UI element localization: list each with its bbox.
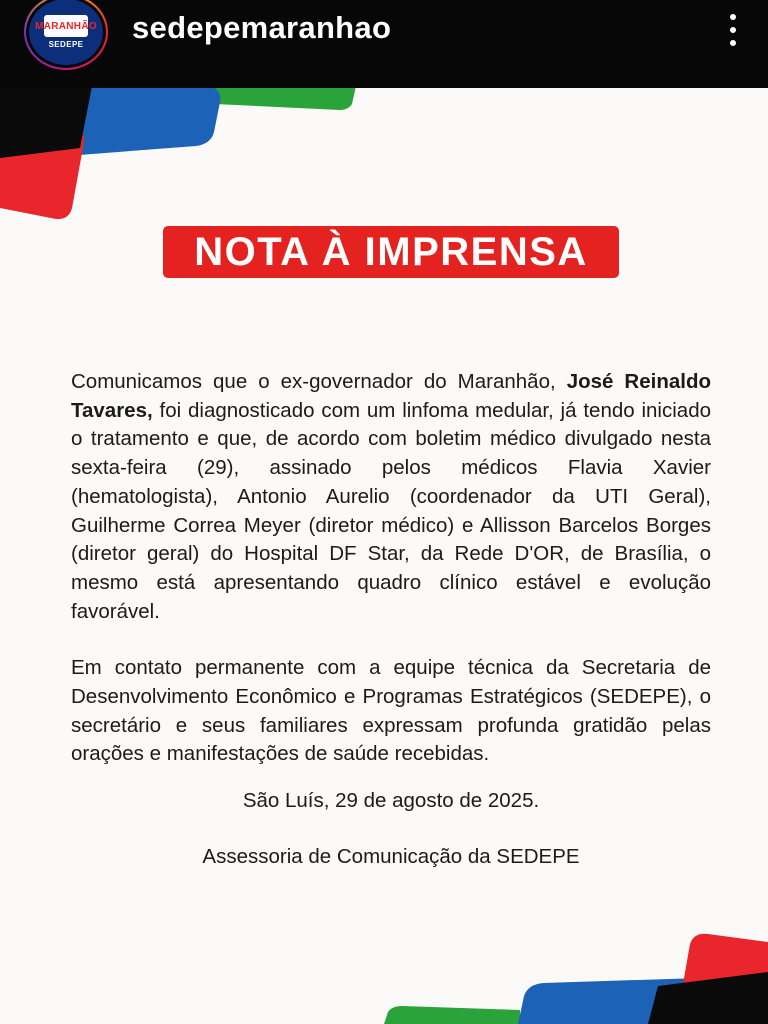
more-vertical-icon[interactable] <box>722 10 744 50</box>
deco-black-top <box>0 86 92 158</box>
deco-green-bottom <box>384 1006 520 1024</box>
post-header <box>0 0 768 88</box>
signature: Assessoria de Comunicação da SEDEPE <box>202 845 580 868</box>
paragraph-1 <box>71 368 711 626</box>
place-date: São Luís, 29 de agosto de 2025. <box>242 789 540 812</box>
story-ring[interactable] <box>24 0 108 70</box>
avatar[interactable] <box>26 0 106 68</box>
paragraph-1-name: José Reinaldo Tavares, <box>71 370 711 422</box>
deco-green-top <box>215 86 356 110</box>
paragraph-2: Em contato permanente com a equipe técnica da Secretaria de Desenvolvimento Econômico e Programas Estratégicos (SEDEPE), o secretário e seus familiares expressam profunda gratidão pelas orações e manifestações de saúde recebidas. <box>71 656 711 766</box>
menu-dot <box>730 14 736 20</box>
deco-red-top <box>0 132 84 219</box>
paragraph-1-rest: foi diagnosticado com um linfoma medular, já tendo iniciado o tratamento e que, de acordo com boletim médico divulgado nesta sexta-feira (29), assinado pelos médicos Flavia Xavier (hematologista), Antonio Aurelio (coordenador da UTI Geral), Guilherme Correa Meyer (diretor médico) e Allisson Barcelos Borges (diretor geral) do Hospital DF Star, da Rede D'OR, de Brasília, o mesmo está apresentando quadro clínico estável e evolução favorável. <box>71 398 711 623</box>
deco-red-bottom <box>676 934 768 1024</box>
headline-badge: NOTA À IMPRENSA <box>163 226 619 278</box>
deco-black-bottom <box>648 972 768 1024</box>
menu-dot <box>730 40 736 46</box>
deco-blue-bottom <box>518 978 700 1024</box>
menu-dot <box>730 27 736 33</box>
deco-blue-top <box>0 86 220 160</box>
avatar-sub-label: SEDEPE <box>48 40 84 49</box>
account-name[interactable]: sedepemaranhao <box>132 10 392 45</box>
avatar-logo: MARANHÃO <box>44 15 88 37</box>
paragraph-1-intro: Comunicamos que o ex-governador do Maranhão, <box>71 370 567 393</box>
press-note-body <box>71 368 711 769</box>
